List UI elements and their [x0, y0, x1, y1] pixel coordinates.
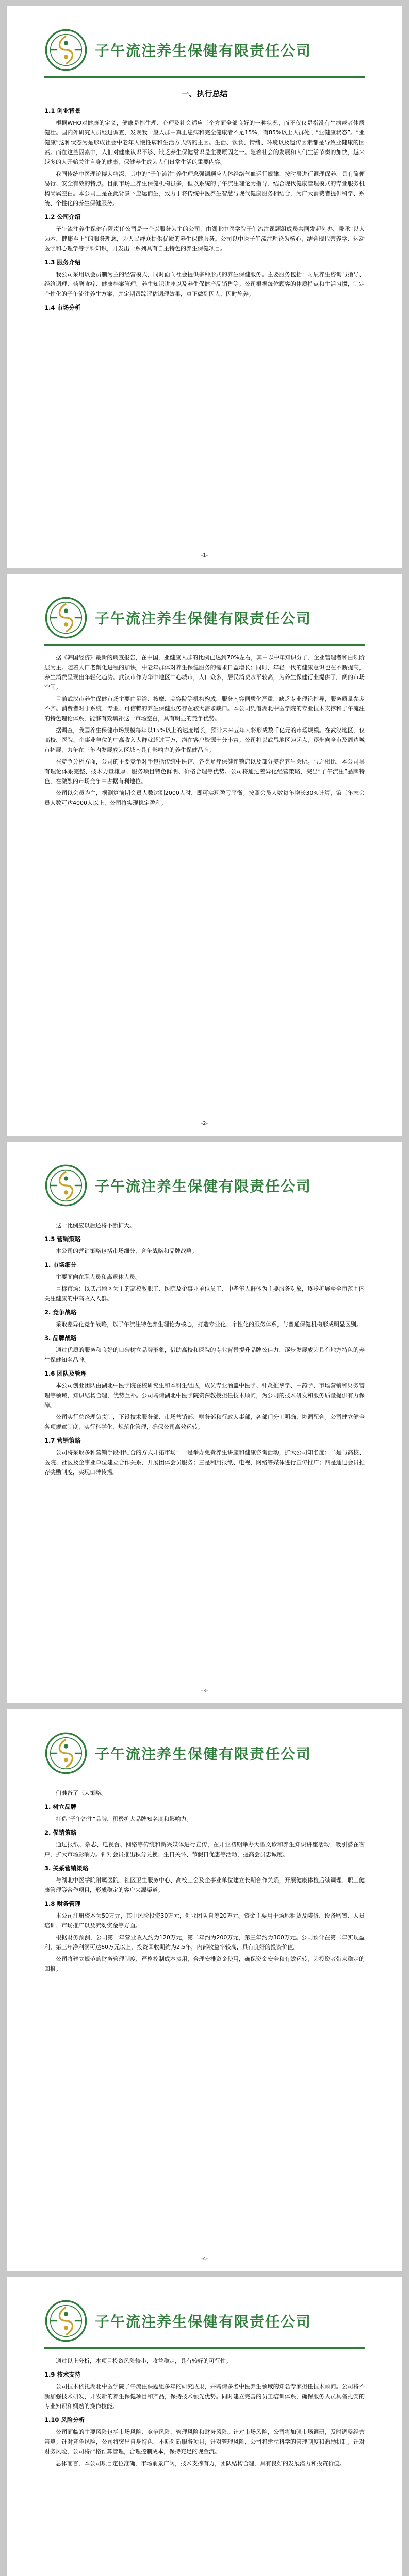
section-heading: 1.10 风险分析	[44, 2416, 85, 2424]
paragraph: 我公司采用以会员制为主的经营模式，同时面向社会提供多种形式的养生保健服务。主要服务包括：时辰养生咨询与指导、经络调理、药膳食疗、健康档案管理、养生知识讲座以及养生保健产品销售等。公司根据每位顾客的体质特点和生活习惯，制定个性化的子午流注养生方案，并定期跟踪评估调理效果，真正做到因人、因时施养。	[44, 271, 365, 297]
paragraph: 公司实行总经理负责制，下设技术服务部、市场营销部、财务部和行政人事部，各部门分工明确、协调配合。公司建立健全各项规章制度，实行科学化、规范化管理，确保公司高效运转。	[44, 1414, 365, 1430]
paragraph: 公司将采取多种营销手段相结合的方式开拓市场：一是举办免费养生讲座和健康咨询活动，扩大公司知名度；二是与高校、医院、社区及企事业单位建立合作关系，开展团体会员服务；三是利用报纸、电视、网络等媒体进行宣传推广；四是通过会员推荐奖励制度，实现口碑传播。	[44, 1449, 365, 1476]
section-heading: 3. 品牌战略	[44, 1334, 77, 1342]
page-content	[44, 1213, 365, 1477]
paragraph: 目标市场：以武昌地区为主的高校教职工、医院及企事业单位员工、中老年人群体为主要服务对象，逐步扩展至全市范围内关注健康的中高收入人群。	[44, 1285, 365, 1302]
paragraph: 公司技术依托湖北中医学院子午流注课题组多年的研究成果，并聘请多名中医养生领域的知名专家担任技术顾问。公司将不断加强技术研发，开发新的养生保健项目和产品，保持技术领先优势。同时建立完善的员工培训体系，确保服务人员具备扎实的专业知识和娴熟的操作技能。	[44, 2383, 365, 2410]
paragraph: 公司将建立规范的财务管理制度，严格控制成本费用，合理安排资金使用，确保资金安全和有效运转，为投资者带来稳定的回报。	[44, 1956, 365, 1972]
company-name: 子午流注养生保健有限责任公司	[95, 1178, 312, 1195]
page-header	[44, 1162, 365, 1213]
paragraph: 总体而言，本公司项目定位准确，市场前景广阔，技术支撑有力，团队结构合理，具有良好的发展潜力和投资价值。	[56, 2460, 345, 2467]
paragraph: 我国传统中医理论博大精深，其中的“子午流注”养生理念强调顺应人体经络气血运行规律，按时辰进行调理保养，具有简便易行、安全有效的特点。目前市场上养生保健机构虽多，但以系统的子午流注理论为指导、结合现代健康管理模式的专业服务机构尚属空白。本公司正是在此背景下应运而生，致力于将传统中医养生智慧与现代健康服务相结合，为广大消费者提供科学、系统、个性化的养生保健服务。	[44, 171, 365, 207]
paragraph: 根据财务预测，公司第一年营业收入约为120万元，第二年约为200万元，第三年约为300万元。公司预计在第二年实现盈利，第三年净利润可达60万元以上，投资回收期约为2.5年，内部收益率较高，具有良好的投资价值。	[44, 1934, 365, 1951]
page-header	[44, 27, 365, 78]
page-number: -4-	[201, 2256, 208, 2262]
company-logo	[44, 28, 88, 72]
paragraph: 这一比例应以后还将不断扩大。	[56, 1222, 135, 1229]
company-name: 子午流注养生保健有限责任公司	[95, 1745, 312, 1762]
section-heading: 2. 促销策略	[44, 1829, 77, 1836]
chapter-title: 一、执行总结	[181, 89, 228, 98]
paragraph: 与湖北中医学院附属医院、社区卫生服务中心、高校工会及企事业单位建立长期合作关系，开展健康体检后续调理、职工健康管理等合作项目，形成稳定的客户来源渠道。	[44, 1877, 365, 1893]
section-heading: 1.7 营销策略	[44, 1437, 81, 1444]
document-page	[7, 6, 402, 568]
section-heading: 1. 市场细分	[44, 1261, 77, 1268]
company-name: 子午流注养生保健有限责任公司	[95, 610, 312, 627]
page-content	[44, 1781, 365, 1974]
document-page	[7, 1709, 402, 2271]
paragraph: 通过优质的服务和良好的口碑树立品牌形象，借助高校和医院的专业背景提升品牌公信力，逐步发展成为具有地方特色的养生保健知名品牌。	[44, 1347, 365, 1363]
section-heading: 1. 树立品牌	[44, 1803, 77, 1810]
paragraph: 本公司注册资本为50万元，其中风险投资30万元，创业团队自筹20万元。资金主要用于场地租赁及装修、设备购置、人员培训、市场推广以及流动资金等方面。	[44, 1912, 365, 1929]
company-name: 子午流注养生保健有限责任公司	[95, 42, 312, 59]
document-page	[7, 1142, 402, 1703]
paragraph: 目前武汉市养生保健市场主要由足浴、按摩、美容院等机构构成，服务内容同质化严重，缺乏专业理论指导，服务质量参差不齐。消费者对于系统、专业、可信赖的养生保健服务存在较大需求缺口。本公司凭借湖北中医学院的专业技术支撑和子午流注的特色理论体系，能够有效填补这一市场空白，具有明显的竞争优势。	[44, 696, 365, 722]
page-header	[44, 1730, 365, 1781]
section-heading: 1.2 公司介绍	[44, 213, 81, 221]
section-heading: 1.6 团队及管理	[44, 1370, 87, 1377]
paragraph: 公司以会员为主，据测算前期会员人数达到2000人时，即可实现盈亏平衡。按照会员人数每年增长30%计算，第三年末会员人数可达4000人以上，公司将实现稳定盈利。	[44, 790, 365, 806]
section-heading: 2. 竞争战略	[44, 1309, 77, 1316]
paragraph: 采取差异化竞争战略，以子午流注特色养生理论为核心，打造专业化、个性化的服务体系，与普通保健机构形成明显区别。	[56, 1321, 362, 1328]
paragraph: 主要面向在职人员和离退休人员。	[56, 1274, 141, 1280]
page-number: -1-	[201, 553, 208, 558]
paragraph: 根据WHO对健康的定义，健康是指生理、心理及社会适应三个方面全部良好的一种状况，而不仅仅是指没有生病或者体质健壮。国内外研究人员经过调查，发现我一般人群中真正患病和完全健康者不足15%，有85%以上人群处于“亚健康状态”。“亚健康”这种状态为是形成社会中老年人慢性病和生活方式病的主因。生活、饮食、情绪、环境以及遗传因素都是导致亚健康的因素。而在这些因素中，人们对健康认识不够、缺乏养生保健常识是主要原因之一。随着社会的发展和人们生活节奏的加快，越来越多的人开始关注自身的健康，保健养生成为人们日常生活的重要内容。	[44, 120, 365, 165]
page-content	[44, 78, 365, 313]
paragraph: 据《韩国经济》最新的调查报告，在中国，亚健康人群的比例已达到70%左右，其中以中年知识分子、企业管理者和白领阶层为主。随着人口老龄化进程的加快，中老年群体对养生保健服务的需求日益增长；同时，年轻一代的健康意识也在不断提高，养生消费呈现出年轻化趋势。武汉市作为华中地区中心城市，人口众多，居民消费水平较高，为养生保健行业提供了广阔的市场空间。	[44, 654, 365, 690]
section-heading: 3. 关系营销策略	[44, 1865, 89, 1872]
section-heading: 1.5 营销策略	[44, 1235, 81, 1243]
section-heading: 1.4 市场分析	[44, 304, 81, 311]
document-page	[7, 2277, 402, 2576]
section-heading: 1.3 服务介绍	[44, 259, 81, 266]
page-number: -3-	[201, 1688, 208, 1694]
paragraph: 本公司的营销策略包括市场细分、竞争战略和品牌战略。	[56, 1248, 198, 1255]
section-heading: 1.8 财务管理	[44, 1900, 81, 1907]
company-name: 子午流注养生保健有限责任公司	[95, 2313, 312, 2330]
paragraph: 公司面临的主要风险包括市场风险、竞争风险、管理风险和财务风险。针对市场风险，公司将加强市场调研，及时调整经营策略；针对竞争风险，公司将突出自身特色，不断创新服务项目；针对管理风险，公司将建立科学的管理制度和激励机制；针对财务风险，公司将严格预算管理，合理控制成本，保持充足的现金流。	[44, 2429, 365, 2455]
page-number: -2-	[201, 1121, 208, 1126]
paragraph: 子午流注养生保健有限责任公司是一个以服务为主的公司，由湖北中医学院子午流注课题组成员共同发起创办，秉承“以人为本、健康至上”的服务理念，为人民群众提供优质的养生保健服务。公司以中医子午流注理论为核心，结合现代营养学、运动医学和心理学等学科知识，开发出一系列具有自主特色的养生保健项目。	[44, 226, 365, 252]
company-logo	[44, 596, 88, 639]
paragraph: 通过报纸、杂志、电视台、网络等传统和新兴媒体进行宣传，在开业初期举办大型义诊和养生知识讲座活动，吸引潜在客户，扩大市场影响力。针对会员推出积分兑换、生日关怀、节假日优惠等活动，提高会员忠诚度。	[44, 1841, 365, 1858]
document-page	[7, 574, 402, 1136]
paragraph: 打造“子午流注”品牌，积极扩大品牌知名度和影响力。	[56, 1816, 192, 1822]
paragraph: 据调查，我国养生保健市场规模每年以15%以上的速度增长，预计未来五年内将形成数千亿元的市场规模。在武汉地区，仅高校、医院、企事业单位的中高收入人群就超过百万，潜在客户资源十分丰富。公司将以武昌地区为起点，逐步向全市及周边城市拓展，力争在三年内发展成为区域内具有影响力的养生保健品牌。	[44, 727, 365, 753]
section-heading: 1.1 创业背景	[44, 107, 81, 114]
company-logo	[44, 1164, 88, 1207]
paragraph: 们准备了三大策略。	[56, 1790, 107, 1797]
section-heading: 1.9 技术支持	[44, 2371, 81, 2378]
paragraph: 本公司创业团队由湖北中医学院在校研究生和本科生组成，成员专业涵盖中医学、针灸推拿学、中药学、市场营销和财务管理等领域，知识结构合理，优势互补。公司聘请湖北中医学院资深教授担任技术顾问，为公司的技术研发和服务质量提供有力保障。	[44, 1382, 365, 1409]
page-header	[44, 595, 365, 646]
page-header	[44, 2298, 365, 2349]
paragraph: 在竞争分析方面，公司的主要竞争对手包括传统中医馆、各类足疗保健连锁店以及部分美容养生会所。与之相比，本公司具有理论体系完整、技术力量雄厚、服务项目特色鲜明、价格合理等优势。公司将通过差异化经营策略，突出“子午流注”品牌特色，在激烈的市场竞争中占据有利地位。	[44, 758, 365, 785]
paragraph: 通过以上分析，本项目投资风险较小，收益稳定，具有较好的可行性。	[56, 2358, 232, 2364]
company-logo	[44, 1732, 88, 1775]
company-logo	[44, 2299, 88, 2343]
page-content	[44, 646, 365, 808]
page-content	[44, 2349, 365, 2468]
